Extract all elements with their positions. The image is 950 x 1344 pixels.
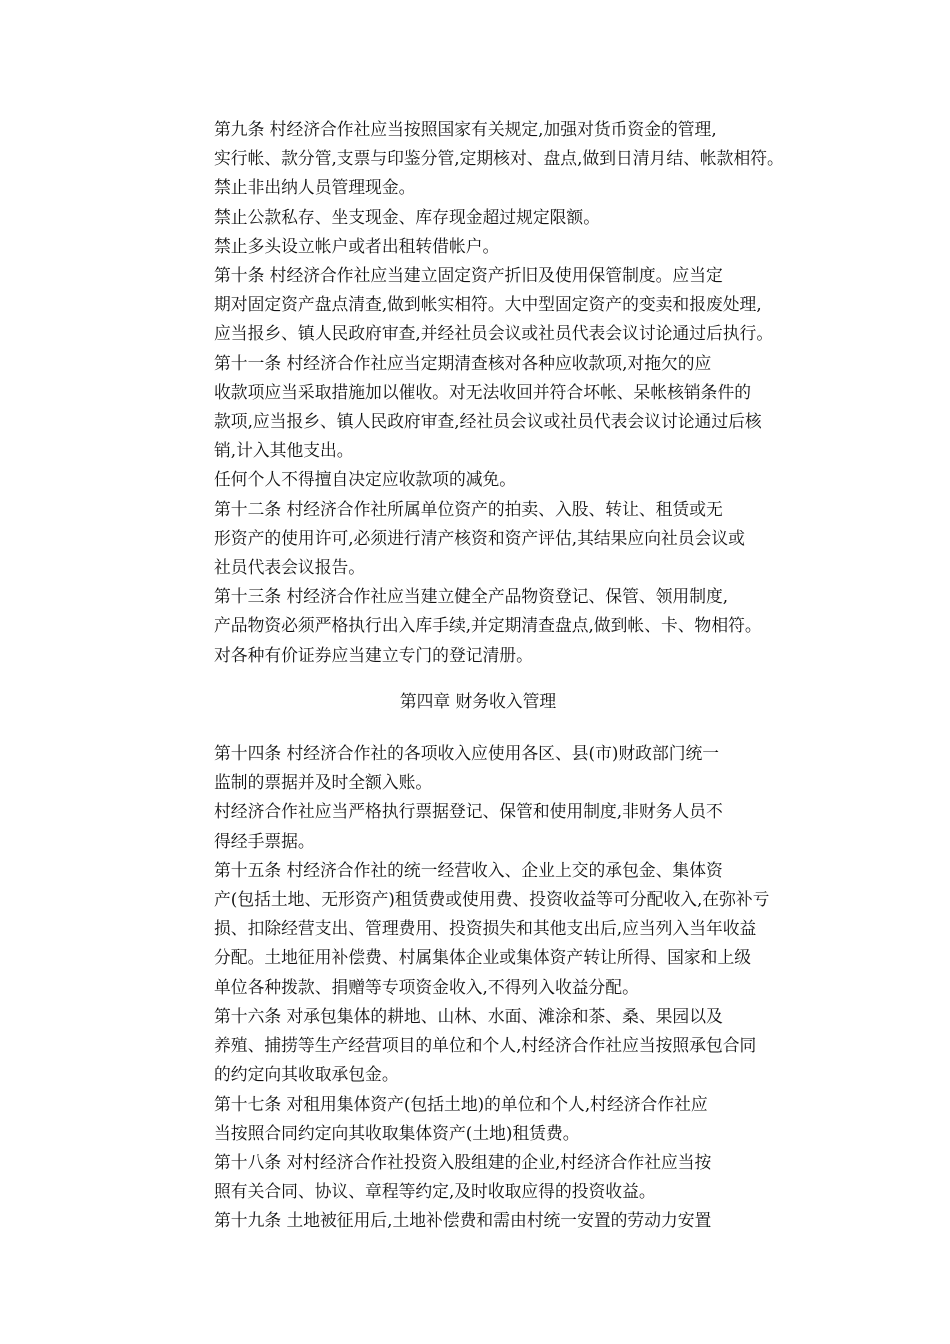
paragraph-line: 照有关合同、协议、章程等约定,及时收取应得的投资收益。 [214, 1181, 656, 1202]
paragraph-line: 形资产的使用许可,必须进行清产核资和资产评估,其结果应向社员会议或 [214, 527, 745, 548]
paragraph-line: 第十三条 村经济合作社应当建立健全产品物资登记、保管、领用制度, [214, 586, 729, 607]
paragraph-line: 当按照合同约定向其收取集体资产(土地)租赁费。 [214, 1122, 580, 1143]
paragraph-line: 产品物资必须严格执行出入库手续,并定期清查盘点,做到帐、卡、物相符。 [214, 615, 762, 636]
chapter-heading-text: 第四章 财务收入管理 [399, 690, 557, 711]
paragraph-line: 第十八条 对村经济合作社投资入股组建的企业,村经济合作社应当按 [214, 1151, 712, 1172]
paragraph-line: 损、扣除经营支出、管理费用、投资损失和其他支出后,应当列入当年收益 [214, 918, 757, 939]
paragraph-line: 应当报乡、镇人民政府审查,并经社员会议或社员代表会议讨论通过后执行。 [214, 323, 774, 344]
paragraph [178, 173, 778, 202]
paragraph-line: 单位各种拨款、捐赠等专项资金收入,不得列入收益分配。 [214, 976, 639, 997]
paragraph-line: 款项,应当报乡、镇人民政府审查,经社员会议或社员代表会议讨论通过后核 [214, 411, 762, 432]
paragraph-line: 禁止公款私存、坐支现金、库存现金超过规定限额。 [214, 206, 600, 227]
paragraph-line: 第十四条 村经济合作社的各项收入应使用各区、县(市)财政部门统一 [214, 743, 720, 764]
document-body [178, 115, 784, 1236]
paragraph-line: 期对固定资产盘点清查,做到帐实相符。大中型固定资产的变卖和报废处理, [214, 294, 762, 315]
paragraph [178, 465, 778, 494]
chapter-heading [178, 687, 778, 716]
paragraph-line: 禁止多头设立帐户或者出租转借帐户。 [214, 235, 500, 256]
paragraph-line: 监制的票据并及时全额入账。 [214, 772, 433, 793]
paragraph [178, 115, 784, 173]
paragraph [178, 856, 778, 1002]
paragraph-line: 实行帐、款分管,支票与印鉴分管,定期核对、盘点,做到日清月结、帐款相符。 [214, 148, 784, 169]
paragraph-line: 社员代表会议报告。 [214, 557, 366, 578]
paragraph [178, 1206, 778, 1235]
paragraph-line: 第十七条 对租用集体资产(包括土地)的单位和个人,村经济合作社应 [214, 1093, 708, 1114]
paragraph [178, 495, 778, 583]
paragraph-line: 分配。土地征用补偿费、村属集体企业或集体资产转让所得、国家和上级 [214, 947, 752, 968]
paragraph [178, 797, 778, 855]
paragraph [178, 582, 778, 670]
paragraph-line: 得经手票据。 [214, 830, 315, 851]
paragraph-line: 销,计入其他支出。 [214, 440, 354, 461]
paragraph-line: 产(包括土地、无形资产)租赁费或使用费、投资收益等可分配收入,在弥补亏 [214, 889, 770, 910]
paragraph-line: 第十二条 村经济合作社所属单位资产的拍卖、入股、转让、租赁或无 [214, 498, 723, 519]
paragraph [178, 1002, 778, 1090]
paragraph [178, 1090, 778, 1148]
paragraph-line: 任何个人不得擅自决定应收款项的减免。 [214, 469, 517, 490]
paragraph-line: 的约定向其收取承包金。 [214, 1064, 399, 1085]
paragraph-line: 第十条 村经济合作社应当建立固定资产折旧及使用保管制度。应当定 [214, 265, 723, 286]
paragraph [178, 261, 778, 349]
paragraph [178, 203, 778, 232]
paragraph-line: 禁止非出纳人员管理现金。 [214, 177, 416, 198]
paragraph [178, 1148, 778, 1206]
paragraph [178, 232, 778, 261]
paragraph-line: 收款项应当采取措施加以催收。对无法收回并符合坏帐、呆帐核销条件的 [214, 381, 752, 402]
paragraph-line: 第十一条 村经济合作社应当定期清查核对各种应收款项,对拖欠的应 [214, 352, 712, 373]
paragraph [178, 739, 778, 797]
paragraph-line: 第十五条 村经济合作社的统一经营收入、企业上交的承包金、集体资 [214, 859, 723, 880]
paragraph-line: 第十九条 土地被征用后,土地补偿费和需由村统一安置的劳动力安置 [214, 1210, 712, 1231]
paragraph-line: 对各种有价证券应当建立专门的登记清册。 [214, 644, 533, 665]
paragraph-line: 村经济合作社应当严格执行票据登记、保管和使用制度,非财务人员不 [214, 801, 723, 822]
paragraph-line: 第十六条 对承包集体的耕地、山林、水面、滩涂和茶、桑、果园以及 [214, 1005, 723, 1026]
paragraph [178, 349, 778, 466]
paragraph-line: 养殖、捕捞等生产经营项目的单位和个人,村经济合作社应当按照承包合同 [214, 1035, 757, 1056]
paragraph-line: 第九条 村经济合作社应当按照国家有关规定,加强对货币资金的管理, [214, 119, 717, 139]
